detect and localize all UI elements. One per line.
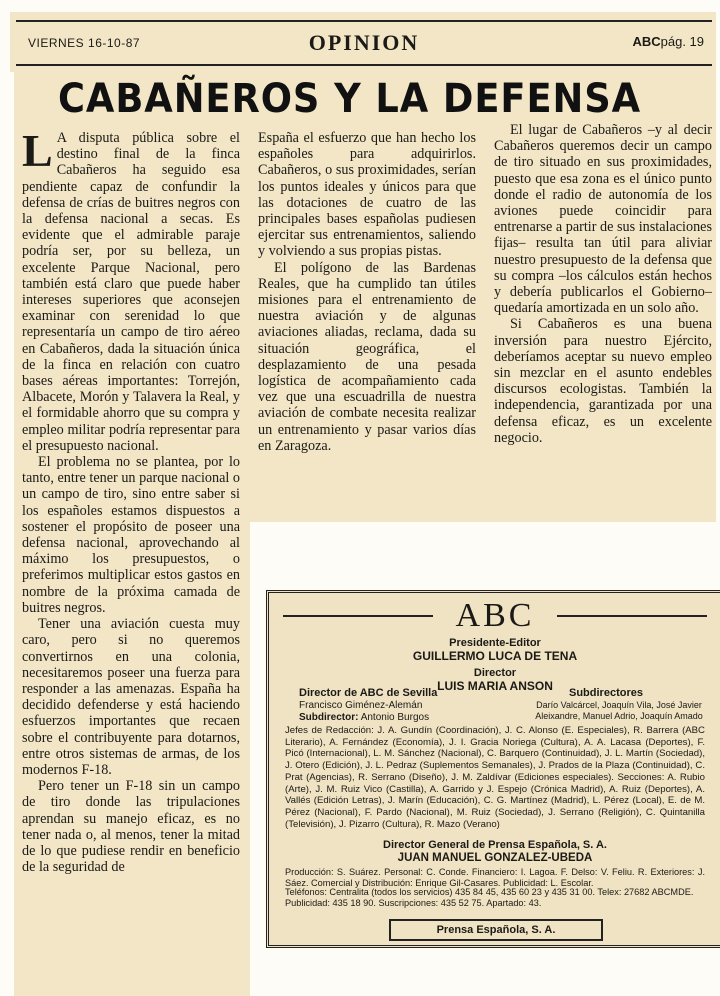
director-name: LUIS MARIA ANSON — [437, 679, 553, 693]
paragraph: España el esfuerzo que han hecho los españoles para adquirirlos. Cabañeros, o sus proximidades, serían los puntos ideales y únicos para que las dotaciones de cuatro de las principales bases españolas pudiesen ejercitar sus entrenamientos, saliendo y volviendo a sus propias pistas. — [258, 130, 476, 260]
editorial-credits: Jefes de Redacción: J. A. Gundín (Coordinación), J. C. Alonso (E. Especiales), R. Barrera (ABC Literario), A. Fernández (Economía), J. I. Gracia Noriega (Cultura), A. A. Lacasa (Deportes), F. Picó (Internacional), L. M. Sánchez (Nacional), C. Barquero (Continuidad), J. L. Martín (Sociedad), J. Otero (Edición), J. L. Pedraz (Suplementos Semanales), J. Prados de la Plaza (Continuidad), C. Prat (Agencias), R. Serrano (Diseño), J. M. Zaldívar (Ediciones especiales). Secciones: A. Rubio (Arte), J. M. Ruiz Vico (Castilla), A. Garrido y J. Espejo (Crónica Madrid), A. Ruiz (Deportes), A. Vallés (Edición Letras), J. Marín (Educación), C. G. Martínez (Madrid), L. Pérez (Local), E. de M. Pérez (Nacional), F. Pardo (Nacional), M. Ruiz (Sociedad), J. Serrano (Religión), C. Quintanilla (Televisión), J. Pizarro (Cultura), R. Mazo (Verano) — [285, 725, 705, 830]
paragraph: Pero tener un F-18 sin un campo de tiro donde las tripulaciones aprendan su manejo eficaz, es no tener nada o, al menos, tener la mitad de lo que pudiese rendir en beneficio de la seguridad de — [22, 778, 240, 876]
article-column-3 — [494, 122, 712, 518]
drop-cap: L — [22, 130, 53, 176]
article-title: CABAÑEROS Y LA DEFENSA — [58, 76, 642, 122]
masthead-box — [266, 590, 720, 948]
article-column-2 — [258, 130, 476, 522]
page-label: pág. 19 — [660, 34, 704, 49]
paragraph: Tener una aviación cuesta muy caro, pero si no queremos convertirnos en una colonia, necesitaremos poseer una fuerza para responder a las amenazas. España ha decidido defenderse y está haciendo esfuerzos importantes que recaen sobre el contribuyente para dotarnos, entre otros sistemas de armas, de los modernos F-18. — [22, 616, 240, 778]
paper-name: ABC — [632, 34, 661, 49]
director-title: Director — [473, 667, 517, 679]
paragraph: El lugar de Cabañeros –y al decir Cabañeros queremos decir un campo de tiro situado en sus proximidades, puesto que esa zona es el único punto donde el radio de autonomía de los aviones puede coincidir para entrenarse a partir de sus instalaciones fijas– resulta tan útil para aliviar nuestro presupuesto de la defensa que su compra –los cálculos están hechos y debería publicarlos el Gobierno– quedaría amortizada en un solo año. — [494, 122, 712, 317]
paragraph: El problema no se plantea, por lo tanto, entre tener un parque nacional o un campo de tiro, sino entre saber si los españoles estamos dispuestos a sostener el propósito de poseer una defensa nacional, aprovechando al máximo los presupuestos, o preferimos multiplicar estos gastos en nombre de la próxima camada de buitres negros. — [22, 454, 240, 616]
paragraph: L A disputa pública sobre el destino final de la finca Cabañeros ha seguido esa pendiente capaz de confundir la defensa de crías de buitres negros con la defensa nacional a secas. Es evidente que el admirable paraje podría ser, por su belleza, un excelente Parque Nacional, pero también está claro que puede haber intereses superiores que aconsejen examinar con serenidad lo que representaría un campo de tiro aéreo en Cabañeros, dada la situación única de la finca en relación con cuatro bases aéreas importantes: Torrejón, Albacete, Morón y Talavera la Real, y el formidable ahorro que su compra y empleo militar podría representar para el presupuesto nacional. — [22, 130, 240, 454]
page-number — [632, 34, 704, 49]
section-name: OPINION — [308, 30, 420, 55]
contact-info: Teléfonos: Centralita (todos los servicios) 435 84 45, 435 60 23 y 435 31 00. Telex: 27682 ABCMDE. Publicidad: 435 18 90. Suscripciones: 435 52 75. Apartado: 43. — [285, 887, 694, 908]
sevilla-director-title: Director de ABC de Sevilla — [299, 687, 438, 699]
subdirectores-title: Subdirectores — [569, 687, 643, 699]
subdirector-line: Subdirector: Antonio Burgos — [299, 712, 430, 723]
general-director-title: Director General de Prensa Española, S. A. — [383, 839, 607, 851]
sevilla-director-name: Francisco Giménez-Alemán — [299, 700, 423, 711]
abc-logo: ABC — [455, 597, 535, 634]
page-header — [16, 20, 712, 66]
subdirectores-names: Darío Valcárcel, Joaquín Vila, José Javier Aleixandre, Manuel Adrio, Joaquín Amado — [535, 700, 703, 721]
paragraph: El polígono de las Bardenas Reales, que ha cumplido tan útiles misiones para el entrenamiento de nuestra aviación y de algunas aviaciones aliadas, reclama, dada su situación geográfica, el desplazamiento de una pesada logística de acompañamiento cada vez que una escuadrilla de nuestra aviación de combate necesita realizar un entrenamiento y pasar varios días en Zaragoza. — [258, 259, 476, 454]
publisher-footer: Prensa Española, S. A. — [389, 919, 603, 941]
general-director-name: JUAN MANUEL GONZALEZ-UBEDA — [397, 852, 593, 864]
staff-credits: Producción: S. Suárez. Personal: C. Conde. Financiero: I. Lagoa. F. Delso: V. Feliu. R. Exteriores: J. Sáez. Comercial y Distribución: Enrique Gil-Casares. Publicidad: L. Escolar. — [285, 867, 705, 888]
paragraph: Si Cabañeros es una buena inversión para nuestro Ejército, deberíamos aceptar su nuevo empleo sin mezclar en el asunto endebles discursos ecologistas. También la independencia, garantizada por una defensa eficaz, es un excelente negocio. — [494, 316, 712, 446]
publisher-title: Presidente-Editor — [449, 637, 541, 649]
article-column-1 — [22, 130, 240, 990]
issue-date: VIERNES 16-10-87 — [28, 36, 141, 50]
publisher-name: GUILLERMO LUCA DE TENA — [412, 649, 578, 663]
